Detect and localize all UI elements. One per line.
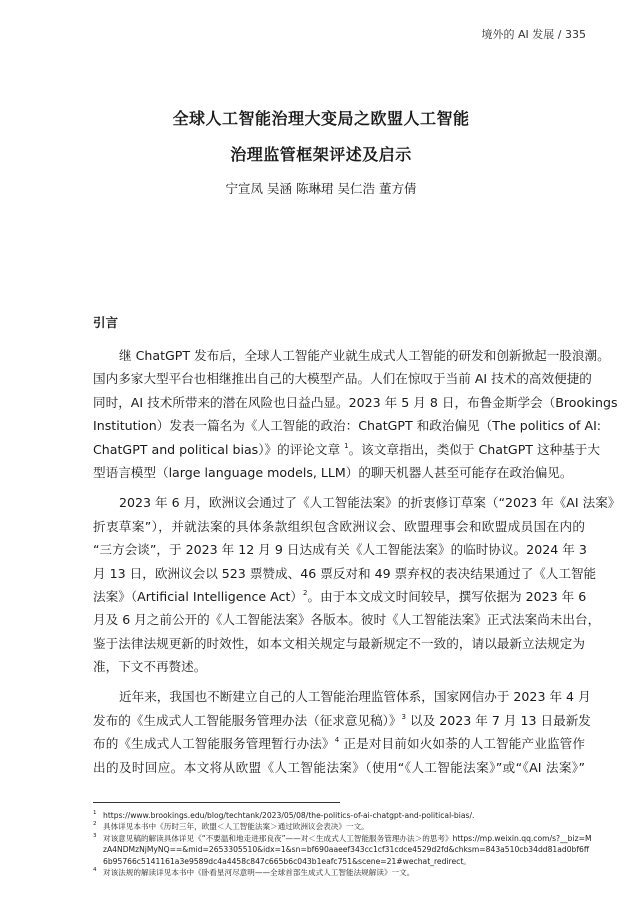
line-text: 同时，AI 技术所带来的潜在风险也日益凸显。2023 年 5 月 8 日，布鲁金斯学会（Brookings	[93, 394, 618, 410]
text-line	[93, 732, 585, 755]
text-line	[93, 608, 601, 631]
text-line	[93, 655, 585, 678]
footnote-ref[interactable]: 1	[344, 441, 349, 450]
footnote	[93, 821, 593, 832]
text-line	[93, 515, 585, 538]
footnote-text[interactable]: https://www.brookings.edu/blog/techtank/2023/05/08/the-politics-of-ai-chatgpt-and-political-bias/.	[103, 811, 475, 820]
text-line	[93, 491, 621, 514]
text-line	[93, 632, 585, 655]
paragraph	[93, 344, 618, 484]
text-line	[93, 756, 585, 779]
text-line	[93, 709, 591, 732]
footnote-ref[interactable]: 3	[401, 712, 407, 721]
line-text: 型语言模型（large language models, LLM）的聊天机器人甚至可能存在政治偏见。	[93, 464, 573, 480]
text-line	[93, 538, 585, 561]
title-line-2: 治理监管框架评述及启示	[230, 145, 412, 164]
line-text: 2023 年 6 月，欧洲议会通过了《人工智能法案》的折衷修订草案（“2023 年《AI 法案》	[119, 495, 621, 511]
line-text: 法案》（Artificial Intelligence Act）	[93, 588, 304, 604]
text-line	[93, 438, 600, 461]
text-line	[93, 414, 602, 437]
line-text: 布的《生成式人工智能服务管理暂行办法》	[93, 736, 335, 752]
line-text: 月及 6 月之前公开的《人工智能法案》各版本。彼时《人工智能法案》正式法案尚未出台，	[93, 612, 601, 628]
line-text: 以及 2023 年 7 月 13 日最新发	[406, 712, 591, 728]
footnote-ref[interactable]: 4	[334, 736, 340, 745]
line-text: ChatGPT and political bias）》的评论文章	[93, 441, 345, 457]
line-text: 。该文章指出，类似于 ChatGPT 这种基于大	[348, 441, 600, 457]
title-line-1: 全球人工智能治理大变局之欧盟人工智能	[172, 109, 470, 128]
footnote-number: 4	[93, 867, 97, 874]
paragraph	[93, 491, 621, 678]
footnote-text: 对该法规的解读详见本书中《卧看星河尽意明——全球首部生成式人工智能法规解读》一文。	[103, 868, 415, 878]
footnote-divider	[93, 802, 340, 803]
running-head: 境外的 AI 发展 / 335	[481, 28, 586, 41]
body-text	[93, 344, 621, 786]
section-heading: 引言	[93, 315, 119, 330]
text-line	[93, 367, 592, 390]
line-text: 发布的《生成式人工智能服务管理办法（征求意见稿）》	[93, 712, 402, 728]
line-text: 准，下文不再赘述。	[93, 659, 207, 675]
footnote	[93, 810, 593, 821]
line-text: 月 13 日，欧洲议会以 523 票赞成、46 票反对和 49 票弃权的表决结果通过了《人工智能	[93, 565, 597, 581]
line-text: 国内多家大型平台也相继推出自己的大模型产品。人们在惊叹于当前 AI 技术的高效便捷的	[93, 371, 592, 387]
text-line	[93, 562, 597, 585]
line-text: 鉴于法律法规更新的时效性，如本文相关规定与最新规定不一致的，请以最新立法规定为	[93, 635, 585, 651]
line-text: 。由于本文成文时间较早，撰写依据为 2023 年 6	[307, 588, 587, 604]
text-line	[93, 585, 585, 608]
footnote	[93, 833, 593, 867]
paragraph	[93, 685, 591, 779]
footnote	[93, 867, 593, 878]
text-line	[93, 391, 618, 414]
footnote-ref[interactable]: 2	[303, 588, 308, 597]
text-line	[93, 344, 610, 367]
footnote-text: 对该意见稿的解读具体详见《“不要温和地走进那良夜”——对＜生成式人工智能服务管理办法＞的思考》https://mp.weixin.qq.com/s?__biz=MzA4NDMzNjMyNQ==&mid=2653305510&idx=1&sn=bf690aaeef343cc1cf31cdce4529d2fd&chksm=843a510cb34dd81ad0bf6ff6b95766c5141161a3e9589dc4a4458c847c665b6c043b1eafc751&scene=21#wechat_redirect。	[103, 833, 592, 866]
footnote-number: 2	[93, 821, 97, 828]
footnote-text: 具体详见本书中《历时三年，欧盟＜人工智能法案＞通过欧洲议会表决》一文。	[103, 822, 369, 832]
footnotes	[93, 810, 593, 878]
line-text: 正是对目前如火如荼的人工智能产业监管作	[339, 736, 585, 752]
line-text: “三方会谈”，于 2023 年 12 月 9 日达成有关《人工智能法案》的临时协议。2024 年 3	[93, 542, 587, 558]
line-text: 出的及时回应。本文将从欧盟《人工智能法案》（使用“《人工智能法案》”或“《AI 法案》”	[93, 759, 585, 775]
line-text: 近年来，我国也不断建立自己的人工智能治理监管体系，国家网信办于 2023 年 4 月	[119, 689, 591, 705]
text-line	[93, 685, 591, 708]
text-line	[93, 461, 585, 484]
line-text: Institution）发表一篇名为《人工智能的政治：ChatGPT 和政治偏见（The politics of AI:	[93, 418, 602, 434]
footnote-number: 1	[93, 810, 97, 816]
authors: 宁宣凤 吴涵 陈琳珺 吴仁浩 董方倩	[225, 181, 417, 196]
line-text: 继 ChatGPT 发布后，全球人工智能产业就生成式人工智能的研发和创新掀起一股浪潮。	[119, 348, 610, 363]
footnote-number: 3	[93, 832, 97, 839]
line-text: 折衷草案”），并就法案的具体条款组织包含欧洲议会、欧盟理事会和欧盟成员国在内的	[93, 518, 585, 534]
